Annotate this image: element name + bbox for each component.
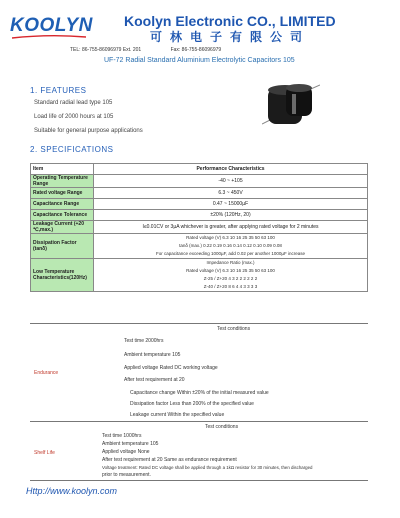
shelf-label: Shelf Life <box>34 450 55 456</box>
logo-text: KOOLYN <box>10 15 93 36</box>
shelf-line: prior to measurement. <box>102 472 151 478</box>
features-title: 1. FEATURES <box>30 86 87 95</box>
row-value <box>94 259 368 292</box>
website-link[interactable]: Http://www.koolyn.com <box>26 486 118 496</box>
endurance-result: Dissipation factor Less than 200% of the specified value <box>130 401 254 407</box>
endurance-result: Leakage current Within the specified value <box>130 412 225 418</box>
row-label: Dissipation Factor (tanδ) <box>31 234 94 259</box>
table-row <box>31 234 368 259</box>
row-value: ±20% (120Hz, 20) <box>94 210 368 221</box>
impedance-line: Z-25 / Z+20 4 3 2 2 2 2 2 2 <box>203 276 258 281</box>
product-subtitle: UF-72 Radial Standard Aluminium Electrolytic Capacitors 105 <box>104 57 295 64</box>
tel-text: TEL: 86-755-86096979 Ext. 201 <box>70 47 142 53</box>
row-value: -40 ~ +105 <box>94 175 368 188</box>
shelf-line: Ambient temperature 105 <box>102 441 159 447</box>
dissipation-line: tanδ (max.) 0.22 0.19 0.16 0.14 0.12 0.10 0.09 0.08 <box>179 243 282 248</box>
header-performance: Performance Characteristics <box>94 164 368 175</box>
endurance-header: Test conditions <box>217 326 251 332</box>
spec-table <box>30 163 368 292</box>
fax-text: Fax: 86-755-86096979 <box>170 47 222 53</box>
table-row <box>31 199 368 210</box>
feature-item: Suitable for general purpose applications <box>34 128 143 134</box>
table-row <box>31 259 368 292</box>
row-label: Operating Temperature Range <box>31 175 94 188</box>
feature-item: Standard radial lead type 105 <box>34 100 113 106</box>
logo-swoosh-icon <box>12 35 86 39</box>
dissipation-note: For capacitance exceeding 1000µF, add 0.02 per another 1000µF increase <box>155 251 306 256</box>
table-row <box>31 175 368 188</box>
row-label: Leakage Current (+20 ℃,max.) <box>31 221 94 234</box>
dissipation-line: Rated voltage (V) 6.3 10 16 25 35 50 63 100 <box>186 235 275 240</box>
shelf-line: Voltage treatment: Rated DC voltage shall be applied through a 1kΩ resistor for 30 minutes, then discharged <box>102 465 313 470</box>
row-label: Capacitance Tolerance <box>31 210 94 221</box>
shelf-line: After test requirement at 20 Same as endurance requirement <box>102 457 237 463</box>
endurance-line: Applied voltage Rated DC working voltage <box>124 365 218 371</box>
endurance-line: Ambient temperature 105 <box>124 352 181 358</box>
company-logo <box>10 14 93 38</box>
divider <box>30 480 368 481</box>
shelf-line: Test time 1000hrs <box>102 433 142 439</box>
row-label: Low Temperature Characteristics(120Hz) <box>31 259 94 292</box>
table-row <box>31 188 368 199</box>
divider <box>30 323 368 324</box>
endurance-line: Test time 2000hrs <box>124 338 164 344</box>
endurance-result: Capacitance change Within ±20% of the initial measured value <box>130 390 269 396</box>
feature-item: Load life of 2000 hours at 105 <box>34 114 114 120</box>
company-name-cn: 可林电子有限公司 <box>150 30 311 44</box>
row-value: 0.47 ~ 15000µF <box>94 199 368 210</box>
table-header-row <box>31 164 368 175</box>
impedance-line: Z-40 / Z+20 8 6 4 4 3 3 3 3 <box>203 284 258 289</box>
row-value <box>94 234 368 259</box>
impedance-line: Rated voltage (V) 6.3 10 16 25 35 50 63 100 <box>186 268 275 273</box>
header-item: Item <box>31 164 94 175</box>
impedance-title: Impedance Ratio (max.) <box>206 260 255 265</box>
row-value: 6.3 ~ 450V <box>94 188 368 199</box>
row-label: Rated voltage Range <box>31 188 94 199</box>
company-name: Koolyn Electronic CO., LIMITED <box>124 13 336 29</box>
divider <box>30 421 368 422</box>
contact-line <box>70 47 249 53</box>
endurance-line: After test requirement at 20 <box>124 377 185 383</box>
shelf-line: Applied voltage None <box>102 449 150 455</box>
table-row <box>31 221 368 234</box>
row-label: Capacitance Range <box>31 199 94 210</box>
row-value: I≤0.01CV or 3µA whichever is greater, after applying rated voltage for 2 minutes <box>94 221 368 234</box>
capacitor-image <box>262 84 320 130</box>
table-row <box>31 210 368 221</box>
endurance-label: Endurance <box>34 370 59 376</box>
specs-title: 2. SPECIFICATIONS <box>30 145 114 154</box>
shelf-header: Test conditions <box>205 424 239 430</box>
